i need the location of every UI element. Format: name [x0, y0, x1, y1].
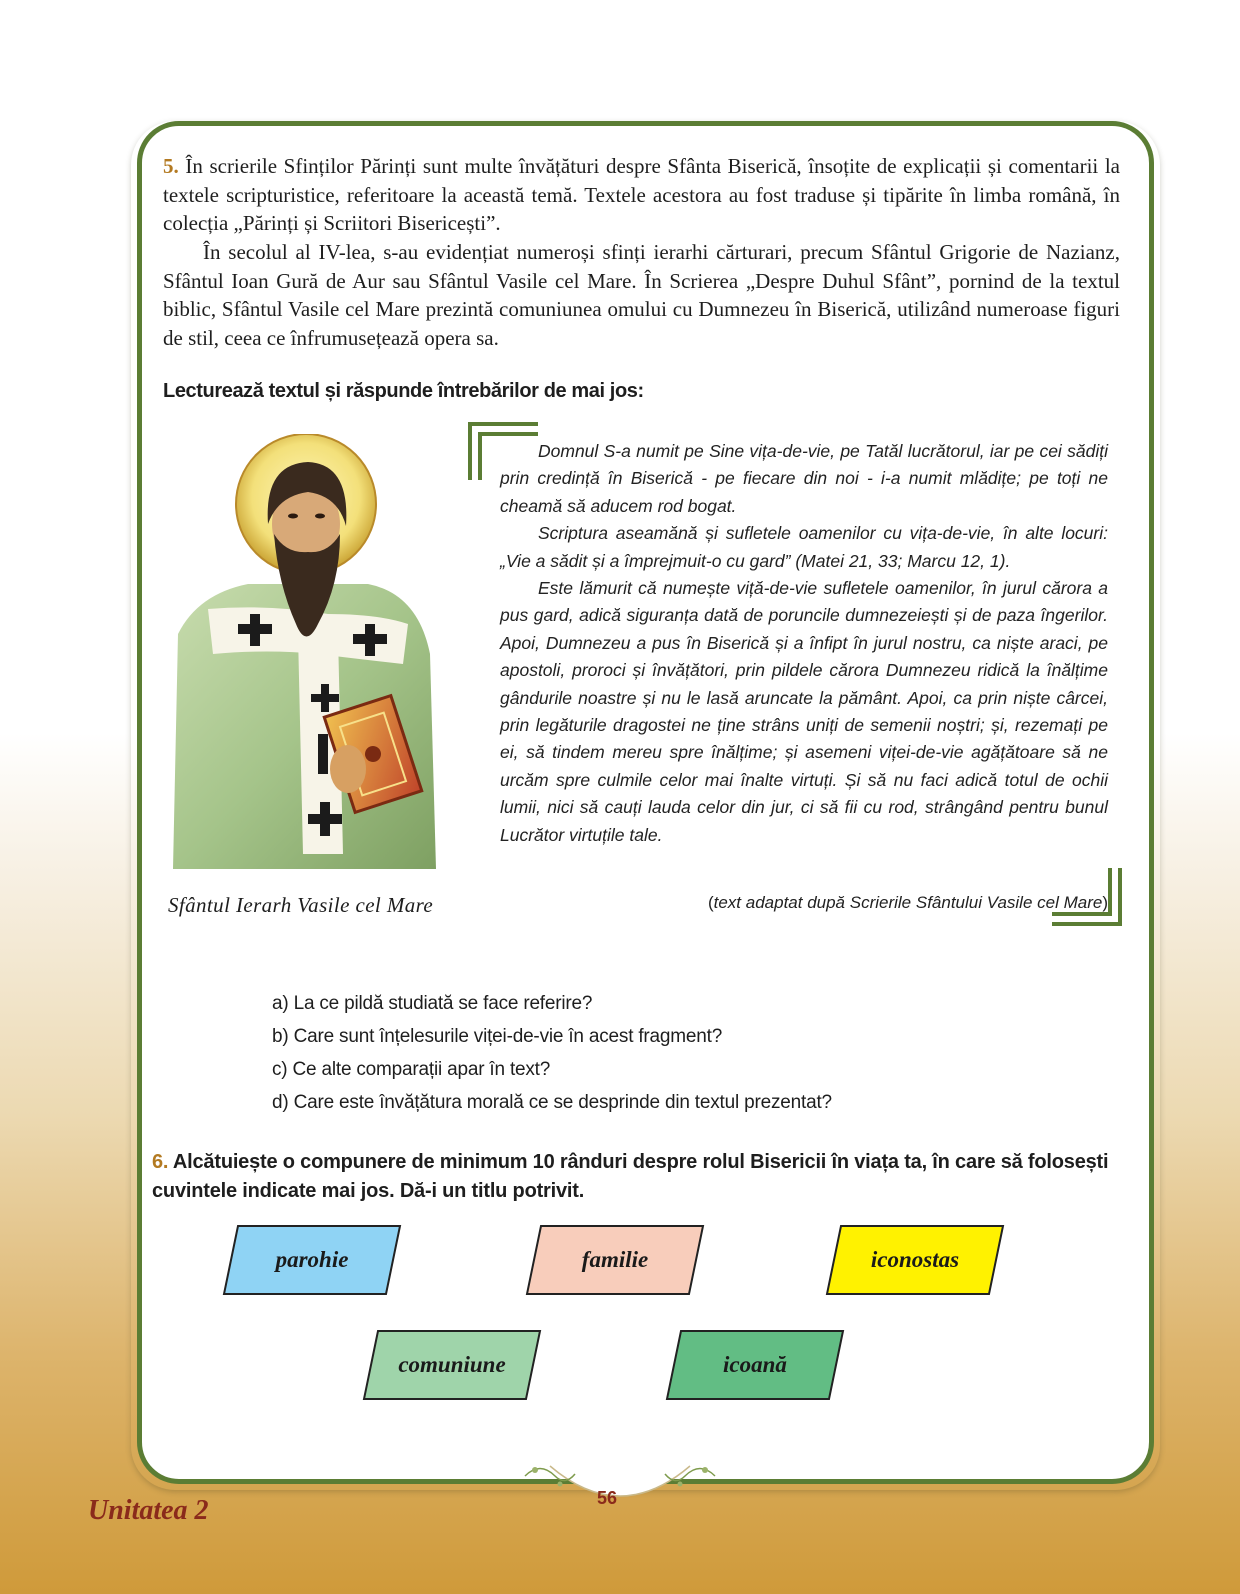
- question-a: a) La ce pildă studiată se face referire?: [272, 993, 593, 1014]
- task5-paragraph-2: În secolul al IV-lea, s-au evidențiat numeroși sfinți ierarhi cărturari, precum Sfântul Grigorie de Nazianz, Sfântul Ioan Gură de Aur sau Sfântul Vasile cel Mare. În Scrierea „Despre Duhul Sfânt”, pornind de la textul biblic, Sfântul Vasile cel Mare prezintă comuniunea omului cu Dumnezeu în Biserică, utilizând numeroase figuri de stil, ceea ce înfrumusețează opera sa.: [163, 240, 1120, 350]
- quote-text: [500, 438, 1108, 849]
- word-card-iconostas: [825, 1224, 1005, 1296]
- task5-text: În scrierile Sfinților Părinți sunt multe învățături despre Sfânta Biserică, însoțite de explicații și comentarii la textele scripturistice, referitoare la această temă. Textele acestora au fost traduse și tipărite în limba română, în colecția „Părinți și Scriitori Bisericești”.: [163, 154, 1120, 235]
- word-card-comuniune: [362, 1329, 542, 1401]
- word-card-parohie: [222, 1224, 402, 1296]
- icon-caption: Sfântul Ierarh Vasile cel Mare: [168, 893, 434, 917]
- task6-text: Alcătuiește o compunere de minimum 10 rânduri despre rolul Bisericii în viața ta, în care să folosești cuvintele indicate mai jos. Dă-i un titlu potrivit.: [152, 1151, 1109, 1202]
- quote-source: [708, 893, 1108, 913]
- question-d: d) Care este învățătura morală ce se desprinde din textul prezentat?: [272, 1092, 832, 1113]
- question-c: c) Ce alte comparații apar în text?: [272, 1059, 551, 1080]
- word-label-parohie: parohie: [275, 1247, 349, 1272]
- quote-source-close: ): [1102, 893, 1108, 912]
- saint-icon-image: [168, 434, 468, 884]
- word-label-iconostas: iconostas: [870, 1247, 960, 1272]
- question-list: [272, 987, 832, 1119]
- word-card-familie: [525, 1224, 705, 1296]
- unit-label: Unitatea 2: [88, 1495, 209, 1526]
- page-number: 56: [596, 1488, 618, 1508]
- task5-paragraph: [163, 152, 1120, 238]
- question-b: b) Care sunt înțelesurile viței-de-vie în acest fragment?: [272, 1026, 723, 1047]
- task6-number: 6.: [152, 1151, 169, 1173]
- task5-number: 5.: [163, 154, 179, 178]
- saint-icon-illustration: [168, 434, 468, 884]
- task6-paragraph: [152, 1148, 1132, 1206]
- word-label-familie: familie: [581, 1247, 649, 1272]
- quote-paragraph-3: Este lămurit că numește viță-de-vie sufletele oamenilor, în jurul cărora a pus gard, adică siguranța dată de poruncile dumnezeiești și de paza îngerilor. Apoi, Dumnezeu a pus în Biserică și a înfipt în jurul nostru, ca niște araci, pe apostoli, proroci și învățători, prin pildele cărora Dumnezeu ridică la înălțime gândurile noastre și nu le lasă aruncate la pământ. Apoi, ca prin niște cârcei, prin legăturile dragostei ne ține strâns uniți de semenii noștri; și, rezemați pe ei, să tindem mereu spre înălțime; și asemeni viței-de-vie agățătoare să ne urcăm spre culmile celor mai înalte virtuți. Și să nu faci adică totul de ochii lumii, nici să cauți lauda celor din jur, ci să fii cu rod, strângând pentru bunul Lucrător virtuțile tale.: [500, 578, 1108, 845]
- word-label-comuniune: comuniune: [398, 1352, 506, 1377]
- word-label-icoana: icoană: [723, 1352, 787, 1377]
- quote-source-text: text adaptat după Scrierile Sfântului Vasile cel Mare: [713, 893, 1103, 912]
- quote-paragraph-2: Scriptura aseamănă și sufletele oamenilor cu vița-de-vie, în alte locuri: „Vie a sădit și a împrejmuit-o cu gard” (Matei 21, 33; Marcu 12, 1).: [500, 523, 1108, 571]
- reading-instruction: Lecturează textul și răspunde întrebărilor de mai jos:: [163, 380, 644, 402]
- quote-source-open: (: [707, 893, 714, 912]
- word-card-icoana: [665, 1329, 845, 1401]
- quote-paragraph-1: Domnul S-a numit pe Sine vița-de-vie, pe Tatăl lucrătorul, iar pe cei sădiți prin credință în Biserică - pe fiecare din noi - i-a numit mlădițe; pe toți ne cheamă să aducem rod bogat.: [500, 441, 1108, 516]
